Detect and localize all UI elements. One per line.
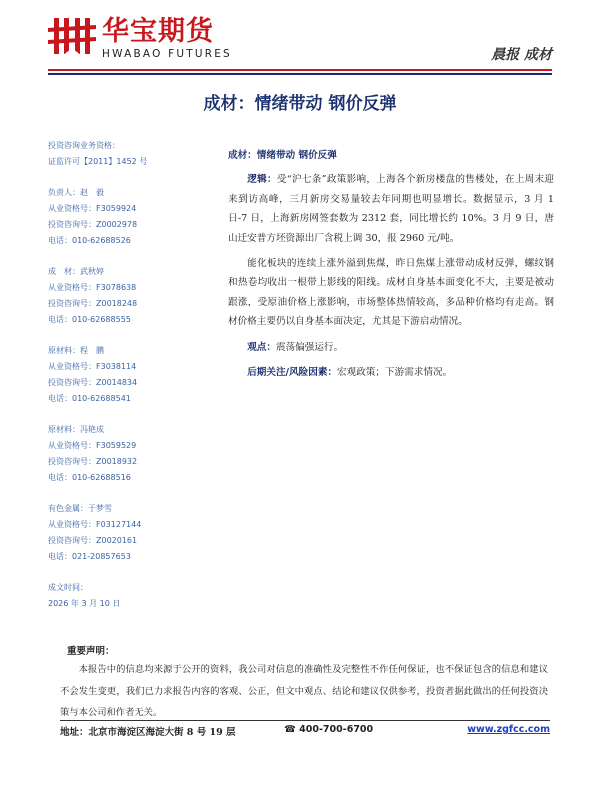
contact-consult-number: 投资咨询号：Z0014834 <box>48 378 138 387</box>
contact-phone: 电话：010-62688526 <box>48 236 131 245</box>
contact-consult-number: 投资咨询号：Z0002978 <box>48 220 138 229</box>
logic-text: 受“沪七条”政策影响，上海各个新房楼盘的售楼处，在上周末迎来到访高峰，三月新房交易量较去年同期也明显增长。数据显示，3 月 1 日-7 日，上海新房网签套数为 2312 套，同比增长约 10%。3 月 9 日，唐山迁安普方坯资源出厂含税上调 30，报 2960 元/吨。 <box>228 174 554 244</box>
brand-name-en: HWABAO FUTURES <box>102 48 232 60</box>
contact-role: 成 材：武秋婷 <box>48 267 104 276</box>
contact-role: 原材料：冯艳成 <box>48 425 104 434</box>
phone-icon: ☎ <box>284 724 296 735</box>
page-footer <box>60 724 550 740</box>
view-text: 震荡偏强运行。 <box>275 341 344 353</box>
risk-label: 后期关注/风险因素： <box>247 367 338 379</box>
date-value: 2026 年 3 月 10 日 <box>48 599 121 608</box>
logic-label: 逻辑： <box>247 174 277 186</box>
header-divider-blue <box>48 73 552 75</box>
analyst-sidebar <box>48 138 198 612</box>
contact-phone: 电话：010-62688541 <box>48 394 131 403</box>
section-heading: 成材：情绪带动 钢价反弹 <box>228 150 337 161</box>
footer-divider <box>60 720 550 721</box>
contact-phone: 电话：021-20857653 <box>48 552 131 561</box>
contact-block <box>48 501 198 565</box>
contact-role: 有色金属：于梦雪 <box>48 504 112 513</box>
view-label: 观点： <box>247 341 276 353</box>
contact-consult-number: 投资咨询号：Z0018932 <box>48 457 138 466</box>
contact-consult-number: 投资咨询号：Z0020161 <box>48 536 138 545</box>
contact-license: 从业资格号：F3059529 <box>48 441 137 450</box>
hwabao-logo-icon <box>48 16 96 56</box>
footer-phone-number: 400-700-6700 <box>299 724 374 735</box>
contact-phone: 电话：010-62688516 <box>48 473 131 482</box>
footer-address: 地址：北京市海淀区海淀大街 8 号 19 层 <box>60 727 236 738</box>
report-type-label: 晨报 成材 <box>491 47 552 63</box>
contact-block <box>48 264 198 328</box>
analysis-paragraph: 能化板块的连续上涨外溢到焦煤，昨日焦煤上涨带动成材反弹，螺纹钢和热卷均收出一根带上影线的阳线。成材自身基本面变化不大，主要是被动跟涨，受原油价格上涨影响，市场整体热情较高，多品种价格均有走高。钢材价格主要仍以自身基本面决定，尤其是下游启动情况。 <box>228 258 554 328</box>
report-header <box>0 0 600 80</box>
report-body <box>228 146 554 388</box>
disclaimer-title: 重要声明： <box>67 646 115 657</box>
contact-license: 从业资格号：F3078638 <box>48 283 137 292</box>
view-paragraph <box>228 338 554 357</box>
risk-text: 宏观政策；下游需求情况。 <box>337 367 453 379</box>
date-label: 成文时间： <box>48 583 88 592</box>
header-divider-red <box>48 69 552 71</box>
contact-consult-number: 投资咨询号：Z0018248 <box>48 299 138 308</box>
brand-name-cn: 华宝期货 <box>102 16 214 47</box>
qualification-label: 投资咨询业务资格： <box>48 141 120 150</box>
risk-paragraph <box>228 363 554 382</box>
contact-block <box>48 185 198 249</box>
contact-block <box>48 422 198 486</box>
contact-role: 负责人：赵 毅 <box>48 188 104 197</box>
contact-phone: 电话：010-62688555 <box>48 315 131 324</box>
qualification-license: 证监许可【2011】1452 号 <box>48 157 148 166</box>
contact-role: 原材料：程 鹏 <box>48 346 104 355</box>
logic-paragraph <box>228 170 554 248</box>
report-title: 成材：情绪带动 钢价反弹 <box>203 94 397 114</box>
contact-license: 从业资格号：F3059924 <box>48 204 137 213</box>
contact-license: 从业资格号：F3038114 <box>48 362 137 371</box>
disclaimer-text: 本报告中的信息均来源于公开的资料，我公司对信息的准确性及完整性不作任何保证，也不保证包含的信息和建议不会发生变更，我们已力求报告内容的客观、公正，但文中观点、结论和建议仅供参考，投资者据此做出的任何投资决策与本公司和作者无关。 <box>60 664 548 718</box>
contact-block <box>48 343 198 407</box>
contact-license: 从业资格号：F03127144 <box>48 520 142 529</box>
footer-website-link[interactable]: www.zgfcc.com <box>467 724 550 735</box>
footer-phone <box>284 724 373 735</box>
